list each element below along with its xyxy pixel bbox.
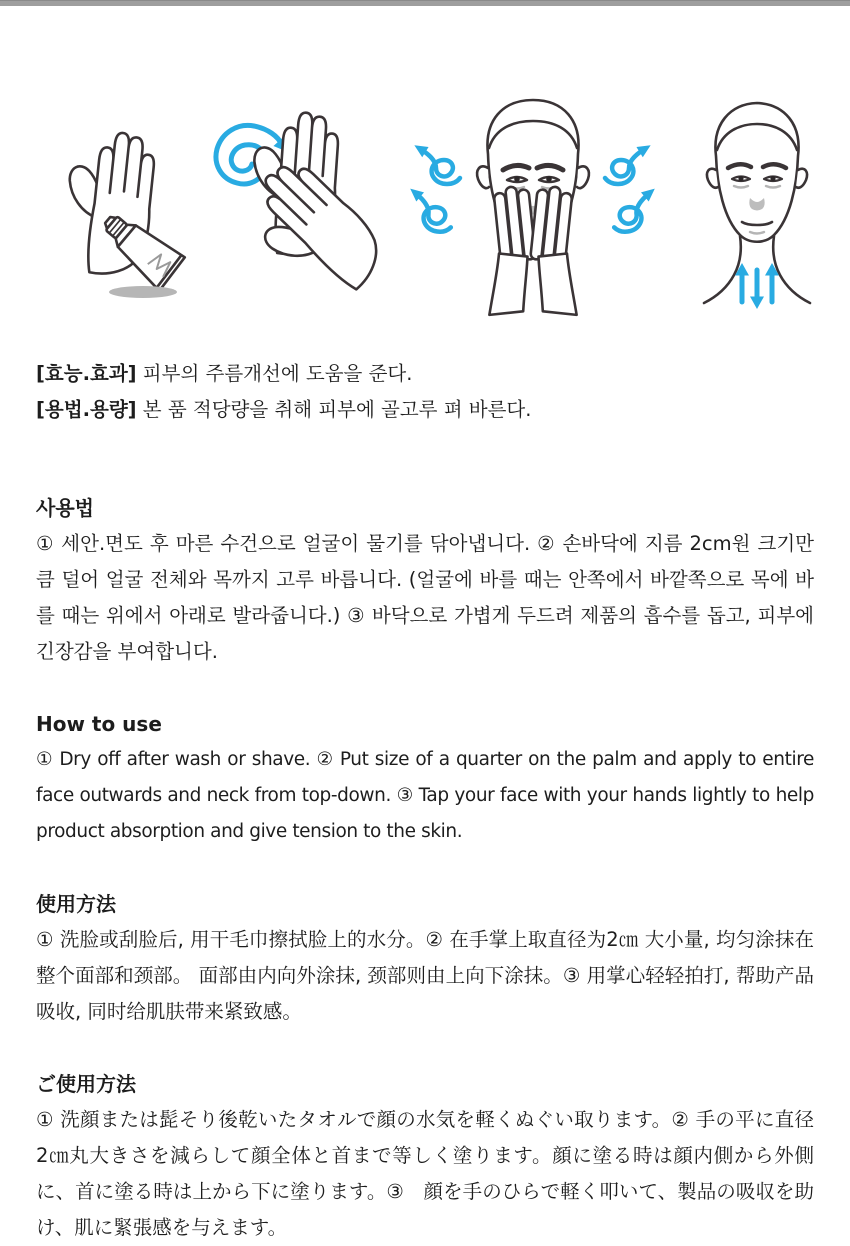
section-body-japanese: ① 洗顔または髭そり後乾いたタオルで顔の水気を軽くぬぐい取ります。② 手の平に直径2㎝丸大きさを減らして顔全体と首まで等しく塗ります。顔に塗る時は顔内側から外側に、首に塗る時は上から下に塗ります。③ 顔を手のひらで軽く叩いて、製品の吸収を助け、肌に緊張感を与えます。 <box>36 1108 814 1239</box>
up-down-arrows-icon <box>735 263 779 309</box>
hand-front <box>234 152 381 307</box>
claims-block <box>36 356 814 428</box>
section-body-english: ① Dry off after wash or shave. ② Put size of a quarter on the palm and apply to entire face outwards and neck from top-down. ③ Tap your face with your hands lightly to help product absorption and give tension to the skin. <box>36 749 814 842</box>
section-heading-chinese: 使用方法 <box>36 892 116 916</box>
efficacy-label: [효능.효과] <box>36 362 137 385</box>
section-heading-japanese: ご使用方法 <box>36 1072 136 1096</box>
instruction-text <box>0 356 850 1246</box>
swirl-arrow-icon <box>402 183 456 233</box>
swirl-arrow-icon <box>605 140 654 184</box>
usage-illustrations <box>0 6 850 346</box>
usage-dose-line <box>36 392 814 428</box>
usage-dose-text: 본 품 적당량을 취해 피부에 골고루 펴 바른다. <box>136 398 532 421</box>
swirl-arrow-icon <box>411 140 460 184</box>
section-body-korean: ① 세안.면도 후 마른 수건으로 얼굴이 물기를 닦아냅니다. ② 손바닥에 지름 2cm원 크기만큼 덜어 얼굴 전체와 목까지 고루 바릅니다. (얼굴에 바를 때는 안쪽에서 바깥쪽으로 목에 바를 때는 위에서 아래로 발라줍니다.) ③ 바닥으로 가볍게 두드려 제품의 흡수를 돕고, 피부에 긴장감을 부여합니다. <box>36 532 814 663</box>
swirl-arrow-icon <box>609 183 663 233</box>
efficacy-line <box>36 356 814 392</box>
dispense-tube-illustration <box>38 76 188 306</box>
apply-face-illustration <box>400 74 665 319</box>
apply-neck-illustration <box>682 76 832 316</box>
efficacy-text: 피부의 주름개선에 도움을 준다. <box>136 362 413 385</box>
hand-right <box>525 185 590 315</box>
rub-palms-illustration <box>196 82 381 307</box>
shadow <box>109 286 177 298</box>
section-body-chinese: ① 洗脸或刮脸后, 用干毛巾擦拭脸上的水分。② 在手掌上取直径为2㎝ 大小量, 均匀涂抹在整个面部和颈部。 面部由内向外涂抹, 颈部则由上向下涂抹。③ 用掌心轻轻拍打, 帮助产品吸收, 同时给肌肤带来紧致感。 <box>36 928 814 1023</box>
section-heading-english: How to use <box>36 712 162 736</box>
section-heading-korean: 사용법 <box>36 496 94 520</box>
usage-dose-label: [용법.용량] <box>36 398 137 421</box>
